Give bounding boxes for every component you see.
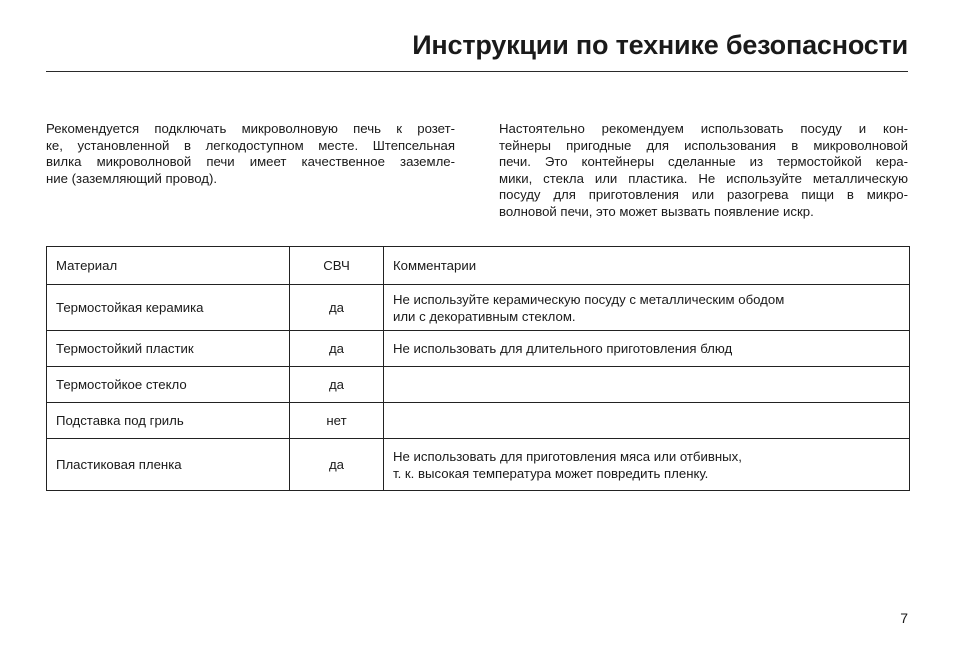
comment-cell bbox=[384, 403, 910, 439]
microwave-cell: да bbox=[290, 285, 384, 331]
comment-line: Не использовать для длительного приготовления блюд bbox=[393, 341, 733, 356]
comment-line: или с декоративным стеклом. bbox=[393, 308, 576, 324]
comment-cell bbox=[384, 285, 910, 331]
paragraph-line: волновой печи, это может вызвать появление искр. bbox=[499, 203, 814, 219]
microwave-cell: да bbox=[290, 331, 384, 367]
material-cell: Термостойкий пластик bbox=[47, 331, 290, 367]
header-microwave: СВЧ bbox=[290, 247, 384, 285]
microwave-cell: нет bbox=[290, 403, 384, 439]
page-number: 7 bbox=[900, 610, 908, 626]
paragraph-line: ке, установленной в легкодоступном месте. Штепсельная bbox=[46, 137, 455, 153]
comment-line: т. к. высокая температура может повредить пленку. bbox=[393, 465, 709, 481]
page-title: Инструкции по технике безопасности bbox=[412, 30, 908, 60]
table-row bbox=[47, 331, 910, 367]
header-material: Материал bbox=[47, 247, 290, 285]
table-row bbox=[47, 285, 910, 331]
table-row bbox=[47, 367, 910, 403]
paragraph-line: Рекомендуется подключать микроволновую печь к розет- bbox=[46, 121, 455, 136]
microwave-cell: да bbox=[290, 439, 384, 491]
paragraph-line: вилка микроволновой печи имеет качественное заземле- bbox=[46, 154, 455, 170]
comment-line: Не использовать для приготовления мяса или отбивных, bbox=[393, 448, 742, 464]
table-header-row bbox=[47, 247, 910, 285]
paragraph-line: ние (заземляющий провод). bbox=[46, 170, 218, 186]
materials-table bbox=[46, 246, 910, 491]
title-divider bbox=[46, 71, 908, 72]
microwave-cell: да bbox=[290, 367, 384, 403]
comment-cell bbox=[384, 331, 910, 367]
material-cell: Термостойкая керамика bbox=[47, 285, 290, 331]
paragraph-line: печи. Это контейнеры сделанные из термостойкой кера- bbox=[499, 154, 908, 170]
table-row bbox=[47, 439, 910, 491]
paragraph-line: мики, стекла или пластика. Не используйте металлическую bbox=[499, 170, 908, 186]
comment-cell bbox=[384, 367, 910, 403]
cookware-paragraph bbox=[499, 121, 908, 221]
grounding-paragraph bbox=[46, 121, 455, 187]
table-row bbox=[47, 403, 910, 439]
comment-cell bbox=[384, 439, 910, 491]
material-cell: Пластиковая пленка bbox=[47, 439, 290, 491]
paragraph-line: посуду для приготовления или разогрева пищи в микро- bbox=[499, 187, 908, 203]
paragraph-line: Настоятельно рекомендуем использовать посуду и кон- bbox=[499, 121, 908, 136]
material-cell: Подставка под гриль bbox=[47, 403, 290, 439]
header-comments: Комментарии bbox=[384, 247, 910, 285]
comment-line: Не используйте керамическую посуду с металлическим ободом bbox=[393, 291, 785, 307]
material-cell: Термостойкое стекло bbox=[47, 367, 290, 403]
paragraph-line: тейнеры пригодные для использования в микроволновой bbox=[499, 137, 908, 153]
